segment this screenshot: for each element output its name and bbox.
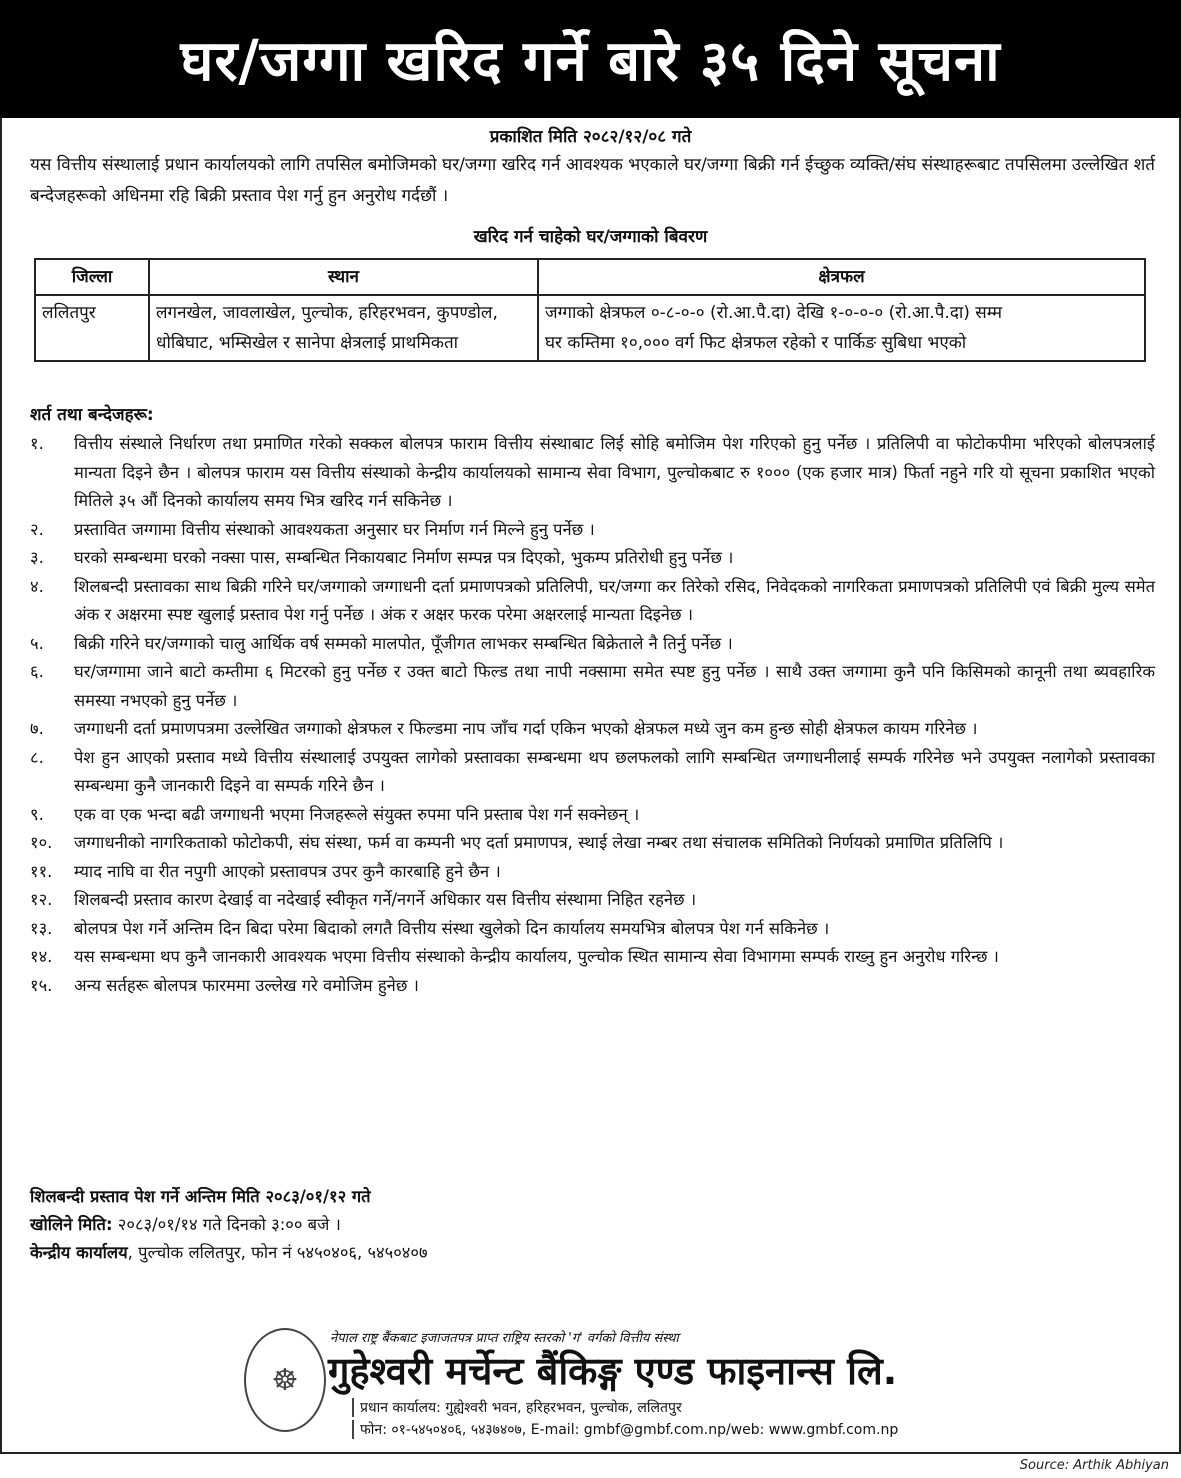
office-label: केन्द्रीय कार्यालय [30,1243,128,1262]
office-value: , पुल्चोक ललितपुर, फोन नं ५४५०४०६, ५४५०४०७ [127,1243,428,1262]
term-number: ९. [30,804,44,824]
term-number: ६. [30,662,44,681]
term-item [30,630,1155,659]
terms-heading: शर्त तथा बन्देजहरू: [30,405,154,425]
term-text: म्याद नाघि वा रीत नपुगी आएको प्रस्तावपत्र उपर कुनै कारबाहि हुने छैन । [74,861,501,881]
term-number: ७. [30,719,44,738]
term-item [30,573,1155,630]
property-table [34,258,1146,362]
term-text: एक वा एक भन्दा बढी जग्गाधनी भएमा निजहरूले संयुक्त रुपमा पनि प्रस्ताब पेश गर्न सक्नेछन् । [74,804,640,824]
opening-value: २०८३/०१/१४ गते दिनको ३:०० बजे । [112,1215,341,1234]
term-item [30,943,1155,972]
term-number: ५. [30,633,44,653]
term-text: प्रस्तावित जग्गामा वित्तीय संस्थाको आवश्यकता अनुसार घर निर्माण गर्न मिल्ने हुनु पर्नेछ । [74,519,595,539]
deadline: शिलबन्दी प्रस्ताव पेश गर्ने अन्तिम मिति २०८३/०१/१२ गते [30,1187,371,1206]
published-date: प्रकाशित मिति २०८२/१२/०८ गते [489,127,692,147]
term-number: १५. [30,975,53,995]
term-item [30,858,1155,887]
bank-contact: फोन: ०१-५४५०४०६, ५४३७४०७, E-mail: gmbf@gmbf.com.np/web: www.gmbf.com.np [352,1420,898,1439]
source-credit: Source: Arthik Abhiyan [1019,1458,1169,1473]
header-district: जिल्ला [35,259,149,295]
term-text: शिलबन्दी प्रस्तावका साथ बिक्री गरिने घर/जग्गाको जग्गाधनी दर्ता प्रमाणपत्रको प्रतिलिपी, घर/जग्गा कर तिरेको रसिद, निवेदकको नागरिकता प्रमाणपत्रको प्रतिलिपी एवं बिक्री मुल्य समेत अंक र अक्षरमा स्पष्ट खुलाई प्रस्ताव पेश गर्नु पर्नेछ । अंक र अक्षर फरक परेमा अक्षरलाई मान्यता दिइनेछ । [74,576,1155,624]
term-number: १०. [30,833,53,852]
term-text: वित्तीय संस्थाले निर्धारण तथा प्रमाणित गरेको सक्कल बोलपत्र फाराम वित्तीय संस्थाबाट लिई सोहि बमोजिम पेश गरिएको हुनु पर्नेछ । प्रतिलिपी वा फोटोकपीमा भरिएको बोलपत्रलाई मान्यता दिइने छैन । बोलपत्र फाराम यस वित्तीय संस्थाको केन्द्रीय कार्यालयको सामान्य सेवा विभाग, पुल्चोकबाट रु १००० (एक हजार मात्र) फिर्ता नहुने गरि यो सूचना प्रकाशित भएको मितिले ३५ औं दिनको कार्यालय समय भित्र खरिद गर्न सकिनेछ । [74,434,1155,510]
term-item [30,744,1155,801]
cell-area [538,295,1145,361]
term-item [30,658,1155,715]
cell-district: ललितपुर [35,295,149,361]
term-number: ११. [30,861,53,881]
term-text: घरको सम्बन्धमा घरको नक्सा पास, सम्बन्धित निकायबाट निर्माण सम्पन्न पत्र दिएको, भुकम्प प्रतिरोधी हुनु पर्नेछ । [74,548,734,567]
header-location: स्थान [149,259,538,295]
bank-footer [240,1322,1000,1442]
term-text: बिक्री गरिने घर/जग्गाको चालु आर्थिक वर्ष सम्मको मालपोत, पूँजीगत लाभकर सम्बन्धित बिक्रेताले नै तिर्नु पर्नेछ । [74,633,733,653]
term-item [30,801,1155,830]
term-item [30,516,1155,545]
term-number: ४. [30,576,44,596]
term-number: २. [30,519,44,539]
term-item [30,972,1155,1001]
intro-paragraph: यस वित्तीय संस्थालाई प्रधान कार्यालयको लागि तपसिल बमोजिमको घर/जग्गा खरिद गर्न आवश्यक भएकाले घर/जग्गा बिक्री गर्न ईच्छुक व्यक्ति/संघ संस्थाहरूबाट तपसिलमा उल्लेखित शर्त बन्देजहरूको अधिनमा रहि बिक्री प्रस्ताव पेश गर्नु हुन अनुरोध गर्दछौं । [30,155,1155,206]
notice-title: घर/जग्गा खरिद गर्ने बारे ३५ दिने सूचना [0,0,1181,118]
term-text: शिलबन्दी प्रस्ताव कारण देखाई वा नदेखाई स्वीकृत गर्ने/नगर्ने अधिकार यस वित्तीय संस्थामा निहित रहनेछ । [74,890,697,909]
term-text: बोलपत्र पेश गर्ने अन्तिम दिन बिदा परेमा बिदाको लगतै वित्तीय संस्था खुलेको दिन कार्यालय समयभित्र बोलपत्र पेश गर्न सकिनेछ । [74,918,830,938]
terms-list [30,430,1155,1000]
bank-name: गुहेश्वरी मर्चेन्ट बैंकिङ्ग एण्ड फाइनान्स लि. [328,1349,898,1393]
head-office: प्रधान कार्यालय: गुह्येश्वरी भवन, हरिहरभवन, पुल्चोक, ललितपुर [352,1398,682,1417]
bottom-rule [0,1452,1181,1454]
closing-info [30,1183,428,1267]
term-text: जग्गाधनीको नागरिकताको फोटोकपी, संघ संस्था, फर्म वा कम्पनी भए दर्ता प्रमाणपत्र, स्थाई लेखा नम्बर तथा संचालक समितिको निर्णयको प्रमाणित प्रतिलिपि । [74,833,1004,852]
bank-seal-logo: ☸ [244,1328,326,1432]
term-text: पेश हुन आएको प्रस्ताव मध्ये वित्तीय संस्थालाई उपयुक्त लागेको प्रस्तावका सम्बन्धमा थप छलफलको लागि सम्बन्धित जग्गाधनीलाई सम्पर्क गरिनेछ भने उपयुक्त नलागेको प्रस्तावका सम्बन्धमा कुनै जानकारी दिइने वा सम्पर्क गरिने छैन । [74,747,1155,795]
term-item [30,715,1155,744]
cell-area-house: घर कम्तिमा १०,००० वर्ग फिट क्षेत्रफल रहेको र पार्किङ सुबिधा भएको [545,333,967,353]
term-number: १३. [30,918,53,938]
term-item [30,886,1155,915]
cell-area-land: जग्गाको क्षेत्रफल ०-८-०-० (रो.आ.पै.दा) देखि १-०-०-० (रो.आ.पै.दा) सम्म [545,303,1003,323]
term-number: १२. [30,890,53,909]
table-row [35,295,1145,361]
term-number: १४. [30,947,53,966]
table-header-row [35,259,1145,295]
term-item [30,430,1155,516]
term-number: ३. [30,548,44,567]
term-text: यस सम्बन्धमा थप कुनै जानकारी आवश्यक भएमा वित्तीय संस्थाको केन्द्रीय कार्यालय, पुल्चोक स्थित सामान्य सेवा विभागमा सम्पर्क राख्नु हुन अनुरोध गरिन्छ । [74,947,999,966]
term-item [30,915,1155,944]
bank-tagline: नेपाल राष्ट्र बैंकबाट इजाजतपत्र प्राप्त राष्ट्रिय स्तरको 'ग' वर्गको वित्तीय संस्था [330,1331,679,1346]
term-item [30,829,1155,858]
header-area: क्षेत्रफल [538,259,1145,295]
opening-label: खोलिने मिति: [30,1215,113,1234]
cell-location: लगनखेल, जावलाखेल, पुल्चोक, हरिहरभवन, कुपण्डोल, धोबिघाट, भम्सिखेल र सानेपा क्षेत्रलाई प्राथमिकता [149,295,538,361]
term-number: १. [30,434,44,453]
table-title: खरिद गर्न चाहेको घर/जग्गाको बिवरण [473,227,708,247]
term-number: ८. [30,747,44,767]
term-text: जग्गाधनी दर्ता प्रमाणपत्रमा उल्लेखित जग्गाको क्षेत्रफल र फिल्डमा नाप जाँच गर्दा एकिन भएको क्षेत्रफल मध्ये जुन कम हुन्छ सोही क्षेत्रफल कायम गरिनेछ । [74,719,978,738]
term-text: अन्य सर्तहरू बोलपत्र फारममा उल्लेख गरे वमोजिम हुनेछ । [74,975,419,995]
term-text: घर/जग्गामा जाने बाटो कम्तीमा ६ मिटरको हुनु पर्नेछ र उक्त बाटो फिल्ड तथा नापी नक्सामा समेत स्पष्ट हुनु पर्नेछ । साथै उक्त जग्गामा कुनै पनि किसिमको कानूनी तथा ब्यवहारिक समस्या नभएको हुनु पर्नेछ । [74,662,1155,710]
term-item [30,544,1155,573]
